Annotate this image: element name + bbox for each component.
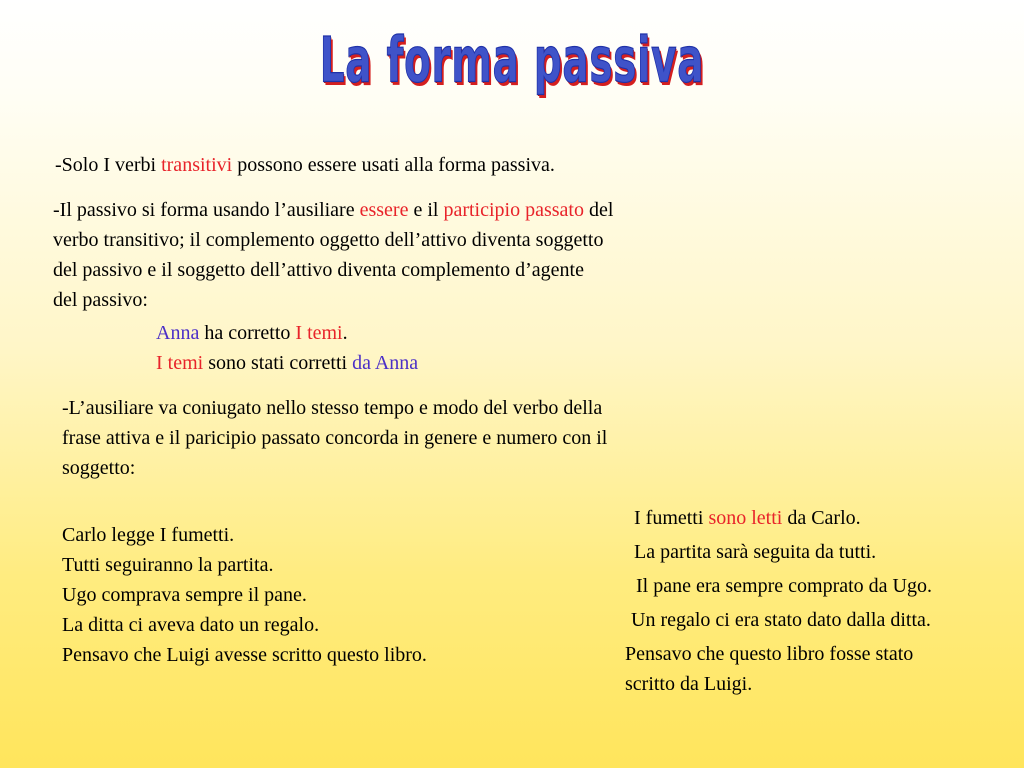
- rule-formation-text: e il: [408, 199, 444, 221]
- passive-sentence-5: [625, 639, 913, 699]
- example-agent: da Anna: [352, 352, 419, 374]
- rule-auxiliary-line-3: soggetto:: [62, 457, 136, 479]
- rule-formation-line-1: [53, 195, 613, 225]
- title-container: [0, 22, 1024, 112]
- passive-sentence-1: [634, 503, 861, 533]
- passive-sentence-3: Il pane era sempre comprato da Ugo.: [636, 575, 932, 597]
- example-passive: [156, 348, 418, 378]
- rule-auxiliary-line-1: -L’ausiliare va coniugato nello stesso tempo e modo del verbo della: [62, 397, 603, 419]
- active-sentence: Pensavo che Luigi avesse scritto questo libro.: [62, 644, 427, 666]
- rule-formation-text: -Il passivo si forma usando l’ausiliare: [53, 199, 360, 221]
- passive-text: I fumetti: [634, 507, 709, 529]
- rule-formation-line-3: del passivo e il soggetto dell’attivo diventa complemento d’agente: [53, 259, 584, 281]
- passive-sentence-2: La partita sarà seguita da tutti.: [634, 541, 877, 563]
- example-passive-verb: sono stati corretti: [203, 352, 353, 374]
- active-sentence: Ugo comprava sempre il pane.: [62, 584, 307, 606]
- page-title: La forma passiva: [319, 24, 705, 97]
- rule-transitive-prefix: -Solo I verbi: [55, 154, 162, 176]
- rule-formation-text: del: [583, 199, 614, 221]
- example-passive-subject: I temi: [156, 352, 204, 374]
- keyword-participio-passato: participio passato: [443, 199, 584, 221]
- passive-sentence-5-line-1: Pensavo che questo libro fosse stato: [625, 643, 914, 665]
- rule-auxiliary-line-2: frase attiva e il paricipio passato concorda in genere e numero con il: [62, 427, 608, 449]
- rule-transitive: [55, 150, 555, 180]
- passive-sentence-5-line-2: scritto da Luigi.: [625, 673, 753, 695]
- keyword-essere: essere: [359, 199, 409, 221]
- passive-sentence-4: Un regalo ci era stato dato dalla ditta.: [631, 609, 931, 631]
- keyword-sono-letti: sono letti: [708, 507, 783, 529]
- keyword-transitivi: transitivi: [161, 154, 233, 176]
- example-verb: ha corretto: [199, 322, 296, 344]
- rule-formation-line-2: verbo transitivo; il complemento oggetto dell’attivo diventa soggetto: [53, 229, 604, 251]
- active-sentence: La ditta ci aveva dato un regalo.: [62, 614, 320, 636]
- passive-text: da Carlo.: [782, 507, 861, 529]
- rule-transitive-suffix: possono essere usati alla forma passiva.: [232, 154, 555, 176]
- active-sentence: Carlo legge I fumetti.: [62, 524, 235, 546]
- example-object: I temi: [295, 322, 343, 344]
- example-active: [156, 318, 348, 348]
- active-sentence: Tutti seguiranno la partita.: [62, 554, 274, 576]
- rule-formation-line-4: del passivo:: [53, 289, 148, 311]
- rule-formation: [53, 195, 613, 315]
- example-period: .: [342, 322, 348, 344]
- example-subject: Anna: [156, 322, 200, 344]
- active-sentences-list: [62, 520, 427, 670]
- rule-auxiliary: [62, 393, 607, 483]
